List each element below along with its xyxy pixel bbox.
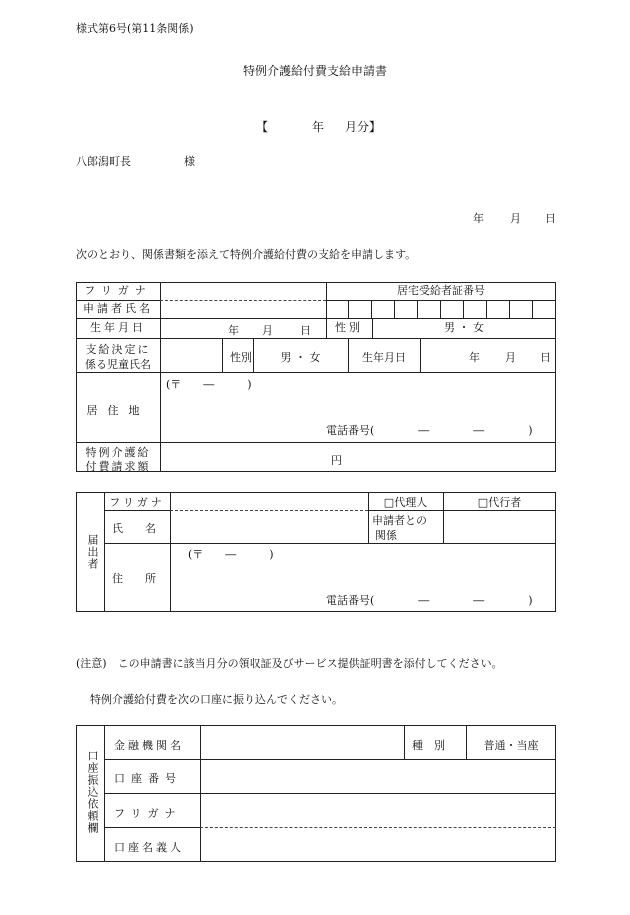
account-type-label: 種 別 (412, 739, 445, 752)
account-holder-input[interactable] (200, 827, 556, 862)
date-day: 日 (545, 212, 556, 225)
period-month: 月分】 (345, 120, 382, 134)
claim-label-1: 特例介護給 (85, 446, 151, 459)
notifier-postal[interactable]: (〒 ― ) (188, 548, 274, 561)
sex-value[interactable]: 男 ・ 女 (444, 321, 484, 334)
bank-name-input[interactable] (200, 725, 404, 759)
cert-number-label: 居宅受給者証番号 (397, 284, 485, 297)
bank-furigana-label: フリガナ (114, 807, 182, 820)
relation-input[interactable] (443, 510, 556, 543)
bank-name-label: 金融機関名 (114, 739, 184, 752)
relation-label-1: 申請者との (372, 514, 427, 527)
claim-yen[interactable]: 円 (331, 454, 342, 467)
notifier-address-label: 住 所 (112, 572, 156, 585)
applicant-name-label: 申請者氏名 (83, 302, 153, 315)
address-label: 居住地 (86, 404, 150, 417)
note-text: (注意) この申請書に該当月分の領収証及びサービス提供証明書を添付してください。 (76, 657, 503, 670)
child-sex-label: 性別 (230, 351, 252, 364)
child-label-2: 係る児童氏名 (85, 358, 151, 371)
birth-month: 月 (262, 324, 273, 337)
child-year: 年 (469, 351, 480, 364)
account-type-value[interactable]: 普通・当座 (483, 739, 539, 752)
child-sex-value[interactable]: 男 ・ 女 (280, 351, 321, 364)
account-number-label: 口座番号 (114, 772, 182, 785)
form-number: 様式第6号(第11条関係) (76, 22, 194, 35)
intro-text: 次のとおり、関係書類を添えて特例介護給付費の支給を申請します。 (76, 248, 417, 261)
child-month: 月 (505, 351, 516, 364)
date-month: 月 (510, 212, 521, 225)
notifier-side-label: 届出者 (86, 534, 99, 570)
addressee-sama: 様 (184, 155, 195, 168)
child-birth-label: 生年月日 (362, 351, 406, 364)
applicant-name-input[interactable] (160, 300, 326, 318)
account-holder-label: 口座名義人 (114, 841, 184, 854)
child-label-1: 支給決定に (85, 343, 151, 356)
birth-day: 日 (300, 324, 311, 337)
addressee-name: 八郎潟町長 (76, 155, 131, 168)
sex-label: 性別 (335, 321, 363, 334)
notifier-phone[interactable]: 電話番号( ― ― ) (326, 594, 533, 607)
notifier-name-label: 氏 名 (112, 522, 156, 535)
child-day: 日 (540, 351, 551, 364)
relation-label-2: 関係 (375, 529, 397, 542)
account-number-input[interactable] (200, 759, 556, 793)
period-open: 【 (256, 120, 269, 134)
cert-number-boxes[interactable] (326, 300, 556, 318)
period-year: 年 (312, 120, 325, 134)
proxy-checkbox[interactable]: □代行者 (477, 496, 522, 509)
date-year: 年 (473, 212, 484, 225)
page-title: 特例介護給付費支給申請書 (242, 64, 387, 78)
bank-side-label: 口座振込依頼欄 (86, 750, 99, 834)
address-phone[interactable]: 電話番号( ― ― ) (326, 424, 533, 437)
birth-label: 生年月日 (90, 321, 146, 334)
applicant-furigana-label: フリガナ (84, 284, 152, 297)
transfer-text: 特例介護給付費を次の口座に振り込んでください。 (90, 693, 343, 706)
claim-label-2: 付費請求額 (85, 460, 151, 473)
address-postal[interactable]: (〒 ― ) (166, 378, 252, 391)
holder-furigana-input[interactable] (200, 793, 556, 827)
notifier-furigana-label: フリガナ (109, 496, 165, 509)
agent-checkbox[interactable]: □代理人 (383, 496, 428, 509)
birth-year: 年 (228, 324, 239, 337)
